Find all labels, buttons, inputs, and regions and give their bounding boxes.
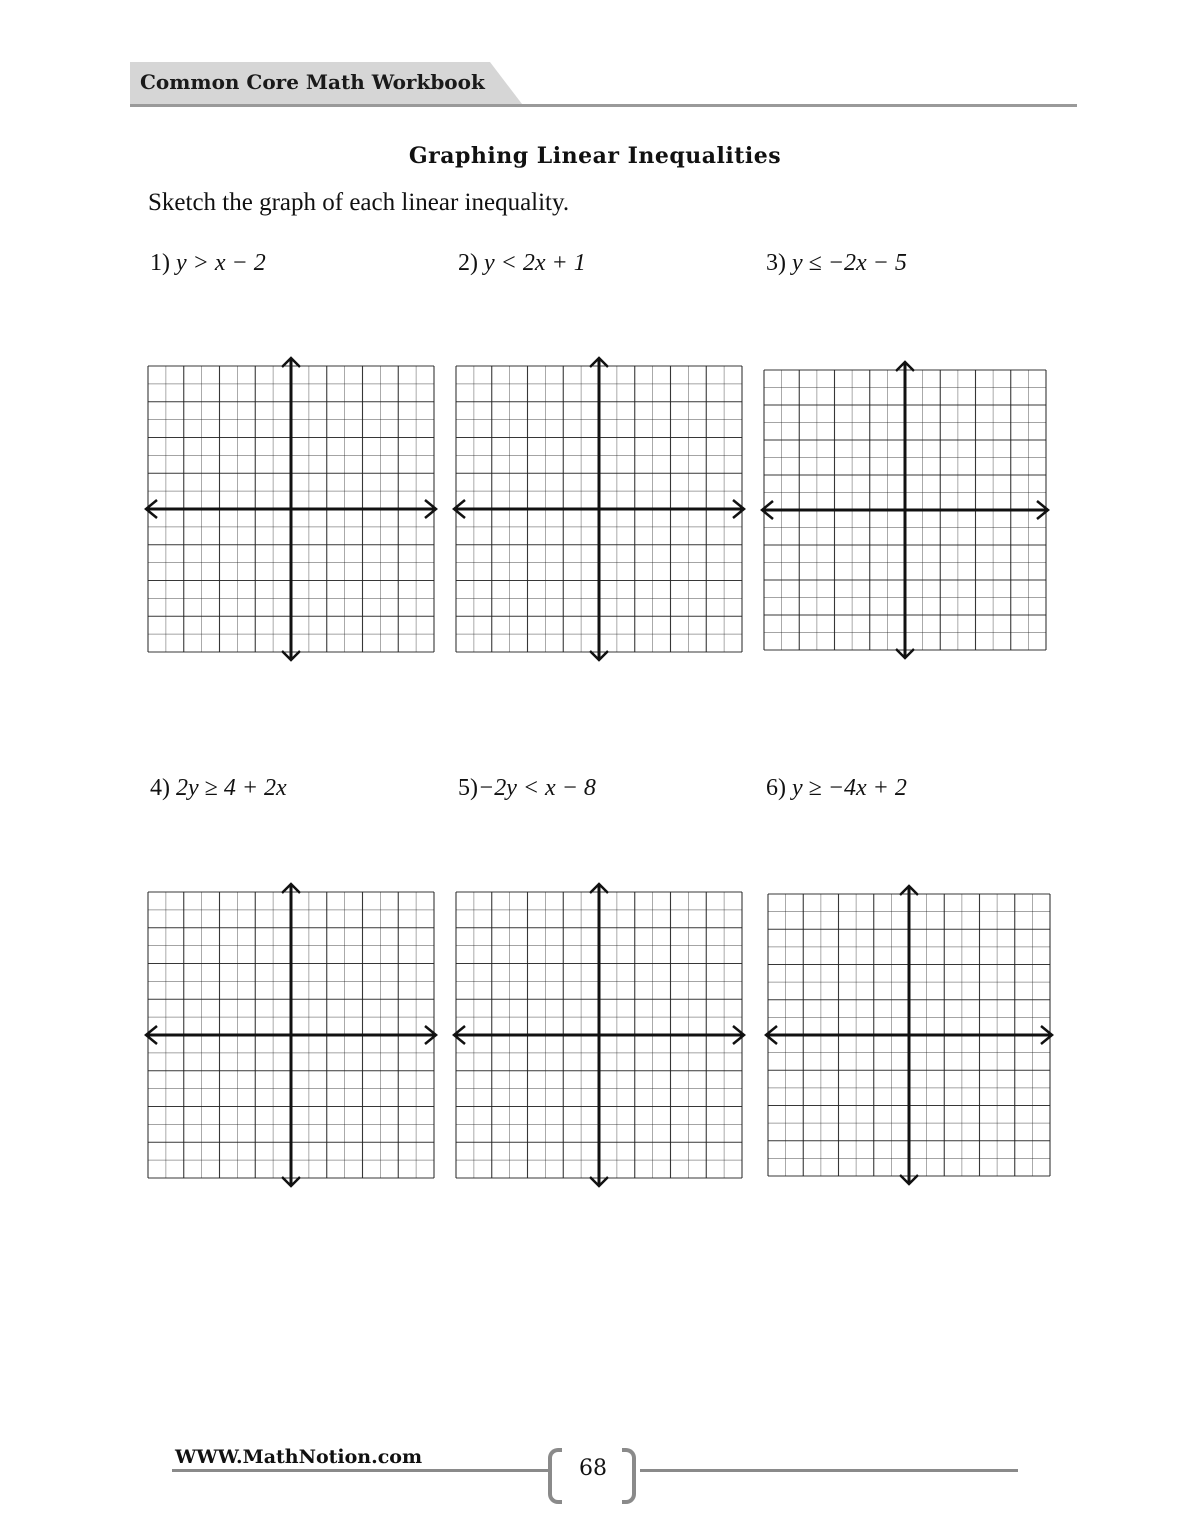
page-title: Graphing Linear Inequalities xyxy=(408,143,782,169)
footer-rule-left xyxy=(172,1469,549,1472)
footer-rule-right xyxy=(640,1469,1018,1472)
coordinate-grid-4[interactable] xyxy=(140,880,442,1190)
instructions: Sketch the graph of each linear inequality. xyxy=(148,189,570,216)
coordinate-grid-5[interactable] xyxy=(448,880,750,1190)
footer-website: WWW.MathNotion.com xyxy=(175,1446,423,1468)
header-rule xyxy=(130,104,1077,107)
problem-label-4: 4) 2y ≥ 4 + 2x xyxy=(150,775,287,801)
coordinate-grid-2[interactable] xyxy=(448,354,750,664)
page-number: 68 xyxy=(579,1456,607,1481)
page-number-bracket-right xyxy=(622,1448,636,1504)
problem-label-6: 6) y ≥ −4x + 2 xyxy=(766,775,907,801)
coordinate-grid-1[interactable] xyxy=(140,354,442,664)
page-number-bracket-left xyxy=(548,1448,562,1504)
workbook-title: Common Core Math Workbook xyxy=(140,70,485,94)
problem-label-5: 5)−2y < x − 8 xyxy=(458,775,596,801)
problem-label-3: 3) y ≤ −2x − 5 xyxy=(766,250,907,276)
problem-label-2: 2) y < 2x + 1 xyxy=(458,250,586,276)
problem-label-1: 1) y > x − 2 xyxy=(150,250,266,276)
coordinate-grid-3[interactable] xyxy=(756,358,1054,662)
coordinate-grid-6[interactable] xyxy=(760,882,1058,1188)
